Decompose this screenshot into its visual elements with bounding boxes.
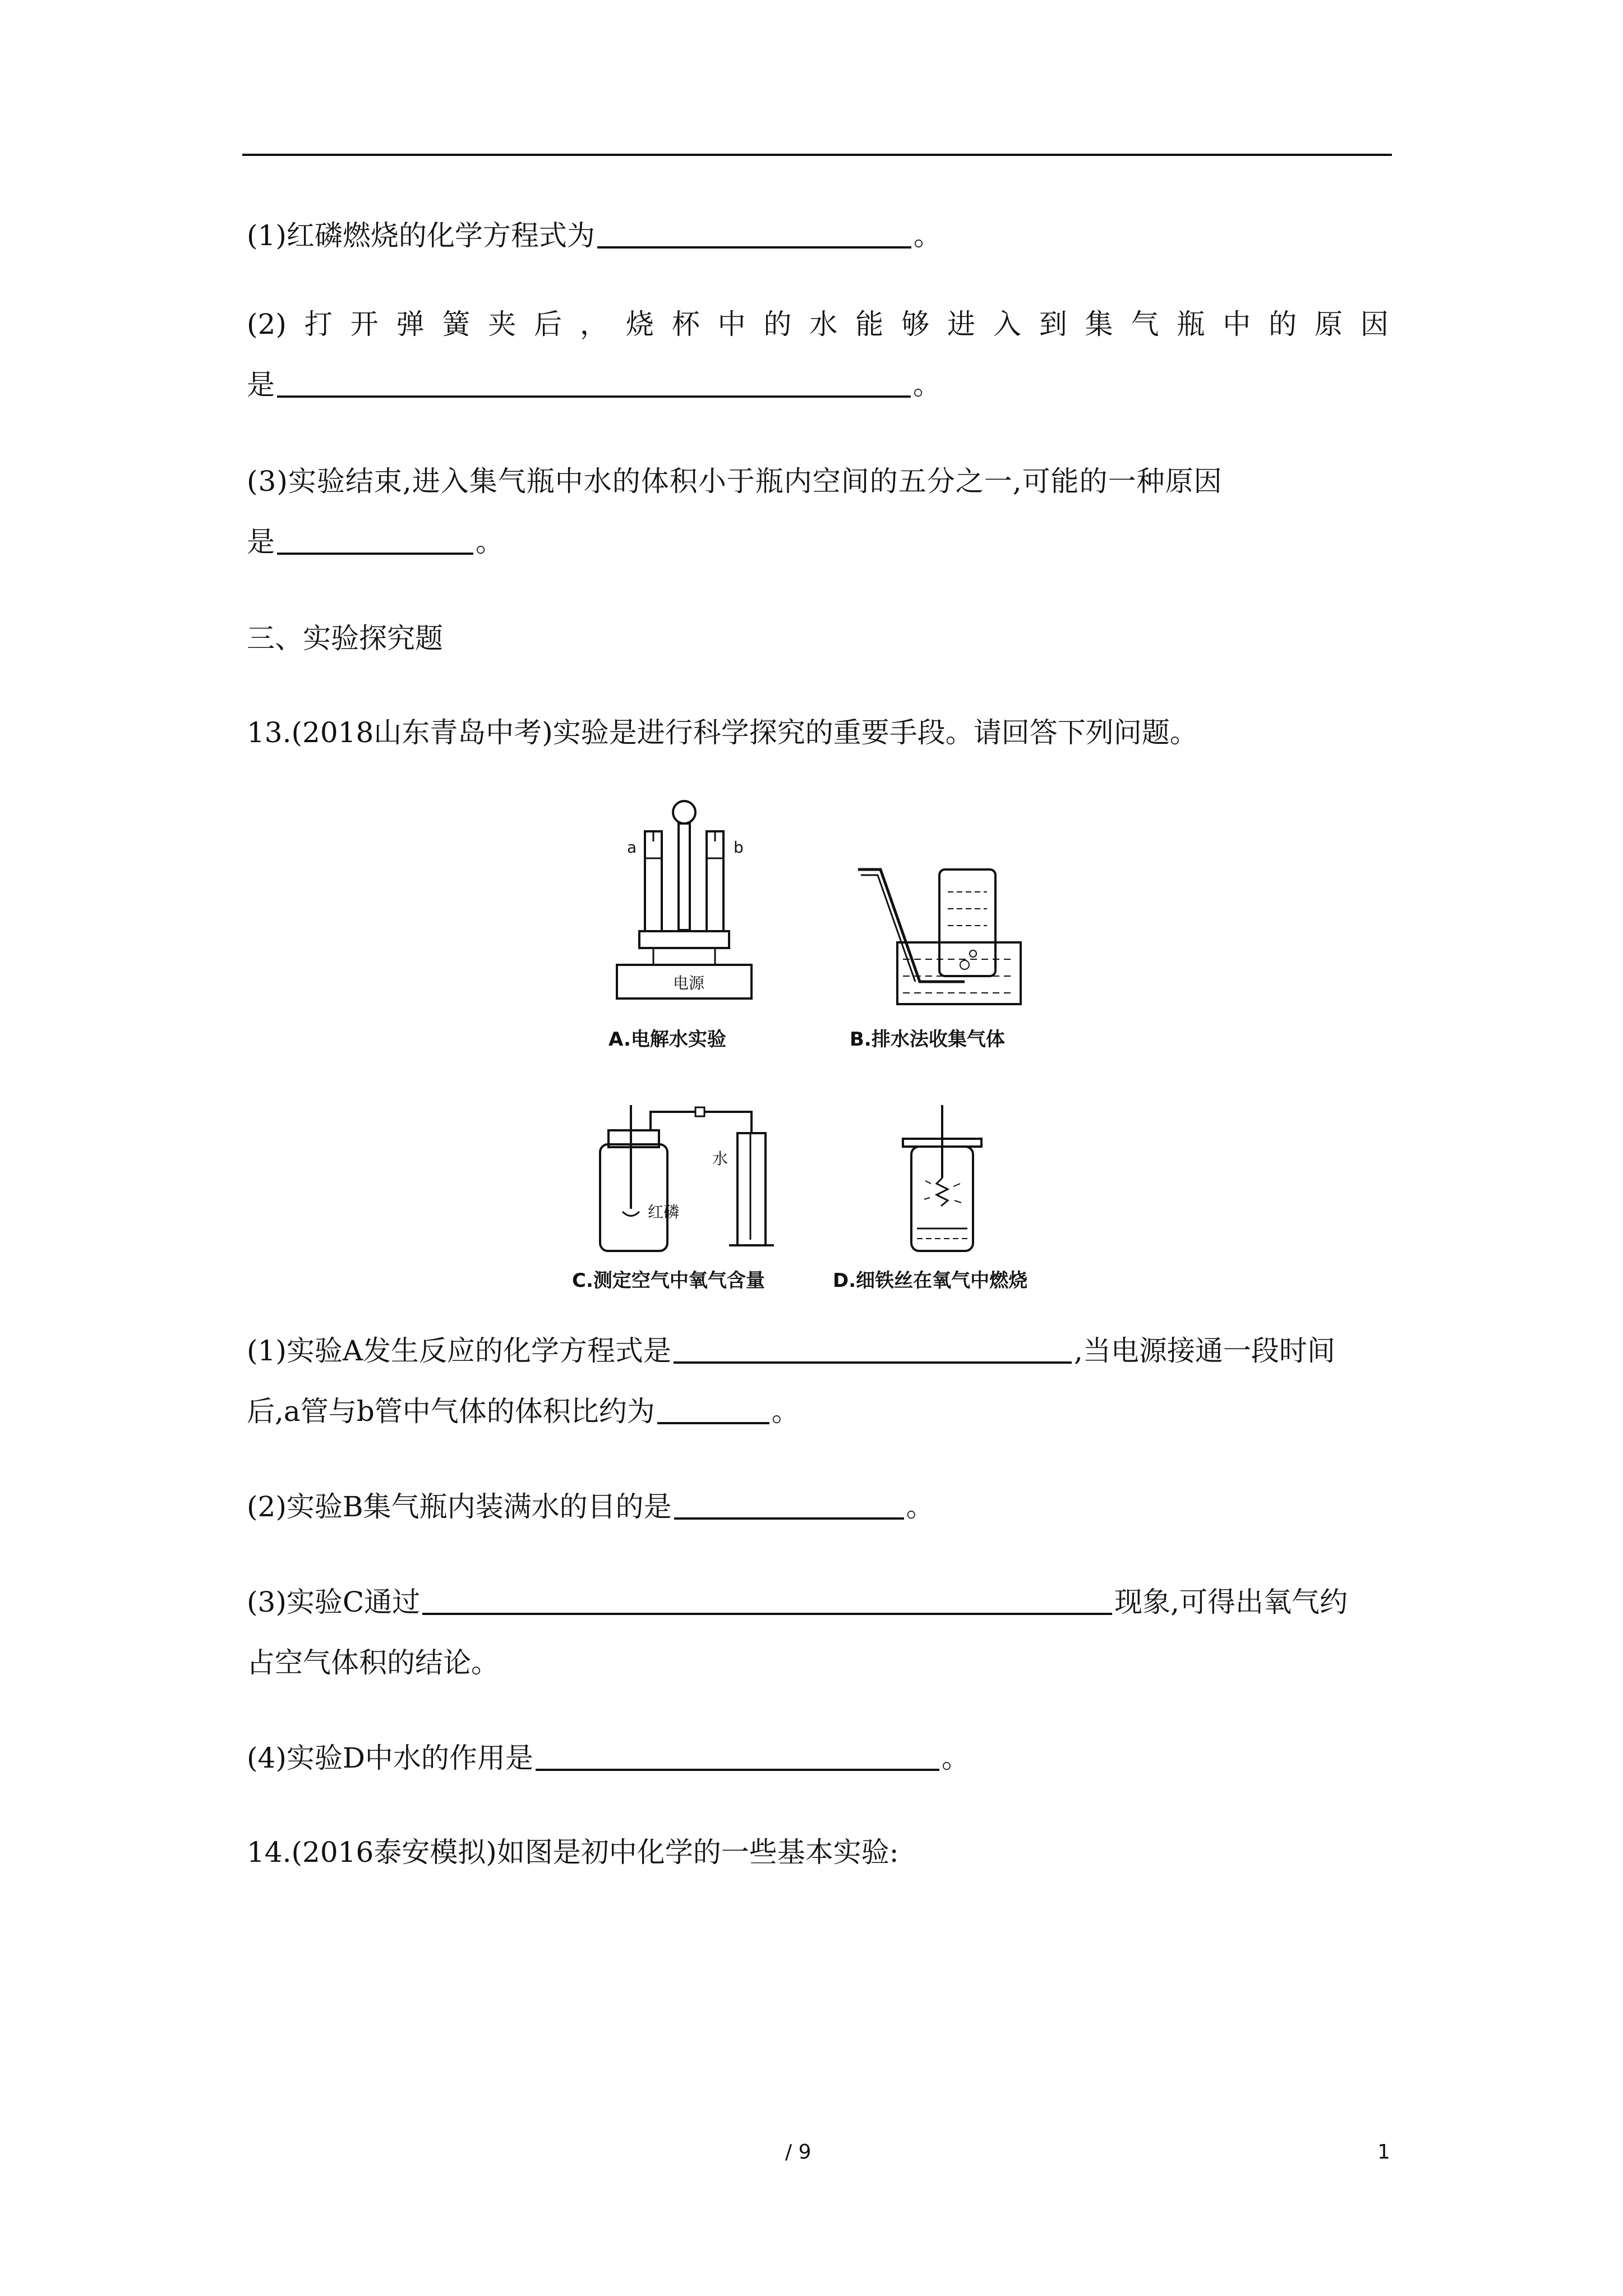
q13-part4-blank[interactable] xyxy=(536,1744,939,1771)
figure-a-tube-label-b: b xyxy=(734,838,744,857)
q12-part2-line1 xyxy=(247,307,1389,341)
q12-part2-line2-start: 是 xyxy=(247,369,275,401)
q12-part3-line2-start: 是 xyxy=(247,526,275,558)
q13-part3-line1 xyxy=(247,1585,1348,1619)
figure-a-caption: A.电解水实验 xyxy=(608,1028,726,1051)
q12-part2-char: 夹 xyxy=(488,308,517,341)
q13-part3-blank[interactable] xyxy=(422,1588,1112,1615)
q12-part2-char: 入 xyxy=(993,308,1021,341)
q13-part3-mid: 现象,可得出氧气约 xyxy=(1114,1586,1348,1618)
q12-part3-blank[interactable] xyxy=(277,528,473,555)
q12-part1-blank[interactable] xyxy=(597,222,911,249)
q13-part1-blank-equation[interactable] xyxy=(674,1337,1072,1364)
q13-part4-end: 。 xyxy=(941,1742,970,1774)
q13-part1-end: 。 xyxy=(771,1395,800,1428)
header-rule xyxy=(242,154,1392,156)
footer-page-total: / 9 xyxy=(785,2141,811,2164)
q12-part3-line1 xyxy=(247,464,1223,498)
q12-part2-char: 因 xyxy=(1360,308,1389,341)
q13-part1-text: (1)实验A发生反应的化学方程式是 xyxy=(247,1335,671,1367)
q13-part3-text: (3)实验C通过 xyxy=(247,1586,421,1618)
section-title: 三、实验探究题 xyxy=(247,622,443,655)
q13-part1-line2 xyxy=(247,1395,800,1428)
q13-part1-line2-text: 后,a管与b管中气体的体积比约为 xyxy=(247,1395,655,1428)
q12-part2-char: 开 xyxy=(350,308,379,341)
q13-part1-mid: ,当电源接通一段时间 xyxy=(1073,1335,1335,1367)
q13-part4 xyxy=(247,1741,970,1775)
figure-a-power-label: 电源 xyxy=(673,974,705,992)
figure-b-caption: B.排水法收集气体 xyxy=(850,1028,1005,1051)
q12-part2-char: 集 xyxy=(1085,308,1113,341)
q12-part2-char: ， xyxy=(579,308,608,341)
q14-stem: 14.(2016泰安模拟)如图是初中化学的一些基本实验: xyxy=(247,1836,899,1869)
q12-part1-text: (1)红磷燃烧的化学方程式为 xyxy=(247,219,595,252)
q12-part2-char: 弹 xyxy=(396,308,425,341)
q12-part2-blank[interactable] xyxy=(277,371,911,398)
q12-part3-line2 xyxy=(247,525,504,559)
q12-part2-char: 的 xyxy=(1269,308,1297,341)
q12-part2-char: 中 xyxy=(717,308,746,341)
q12-part2-char: 进 xyxy=(947,308,975,341)
q12-part3-text: (3)实验结束,进入集气瓶中水的体积小于瓶内空间的五分之一,可能的一种原因 xyxy=(247,465,1223,498)
q12-part2-char: (2) xyxy=(247,308,287,341)
q12-part2-char: 烧 xyxy=(625,308,654,341)
q13-part1-blank-ratio[interactable] xyxy=(657,1397,769,1424)
q12-part1 xyxy=(247,219,942,252)
q12-part2-char: 中 xyxy=(1223,308,1251,341)
q12-part2-char: 水 xyxy=(809,308,838,341)
figure-d-caption: D.细铁丝在氧气中燃烧 xyxy=(833,1269,1028,1292)
figure-c-oxygen-content xyxy=(583,1099,785,1257)
q12-part2-char: 能 xyxy=(855,308,884,341)
q13-part2-text: (2)实验B集气瓶内装满水的目的是 xyxy=(247,1490,672,1523)
figure-b-water-displacement xyxy=(847,797,1032,1015)
figure-d-iron-wire-combustion xyxy=(892,1099,993,1257)
q12-part2-char: 气 xyxy=(1131,308,1159,341)
q12-part2-char: 瓶 xyxy=(1177,308,1205,341)
q13-stem: 13.(2018山东青岛中考)实验是进行科学探究的重要手段。请回答下列问题。 xyxy=(247,716,1198,749)
q13-part2-blank[interactable] xyxy=(674,1493,904,1520)
figure-a-electrolysis-apparatus xyxy=(600,797,768,1015)
q12-part2-char: 够 xyxy=(901,308,930,341)
q12-part2-char: 打 xyxy=(304,308,333,341)
q13-part4-text: (4)实验D中水的作用是 xyxy=(247,1742,533,1774)
figure-c-caption: C.测定空气中氧气含量 xyxy=(572,1269,765,1292)
q12-part2-char: 到 xyxy=(1039,308,1067,341)
q12-part2-end: 。 xyxy=(913,369,941,401)
figure-c-water-label: 水 xyxy=(712,1149,728,1168)
q12-part3-end: 。 xyxy=(476,526,504,558)
q12-part2-char: 的 xyxy=(763,308,792,341)
q12-part2-char: 杯 xyxy=(671,308,700,341)
q13-part1-line1 xyxy=(247,1334,1335,1368)
q12-part2-char: 后 xyxy=(534,308,562,341)
footer-page-number: 1 xyxy=(1377,2141,1390,2164)
q12-part2-char: 原 xyxy=(1314,308,1343,341)
q13-part2-end: 。 xyxy=(906,1490,934,1523)
q13-part2 xyxy=(247,1490,934,1524)
q12-part2-line2 xyxy=(247,368,941,402)
figure-c-phosphorus-label: 红磷 xyxy=(648,1203,680,1221)
figure-a-tube-label-a: a xyxy=(627,838,637,857)
q12-part2-char: 簧 xyxy=(442,308,471,341)
q12-part1-end: 。 xyxy=(913,219,942,252)
q13-part3-line2: 占空气体积的结论。 xyxy=(247,1646,499,1679)
